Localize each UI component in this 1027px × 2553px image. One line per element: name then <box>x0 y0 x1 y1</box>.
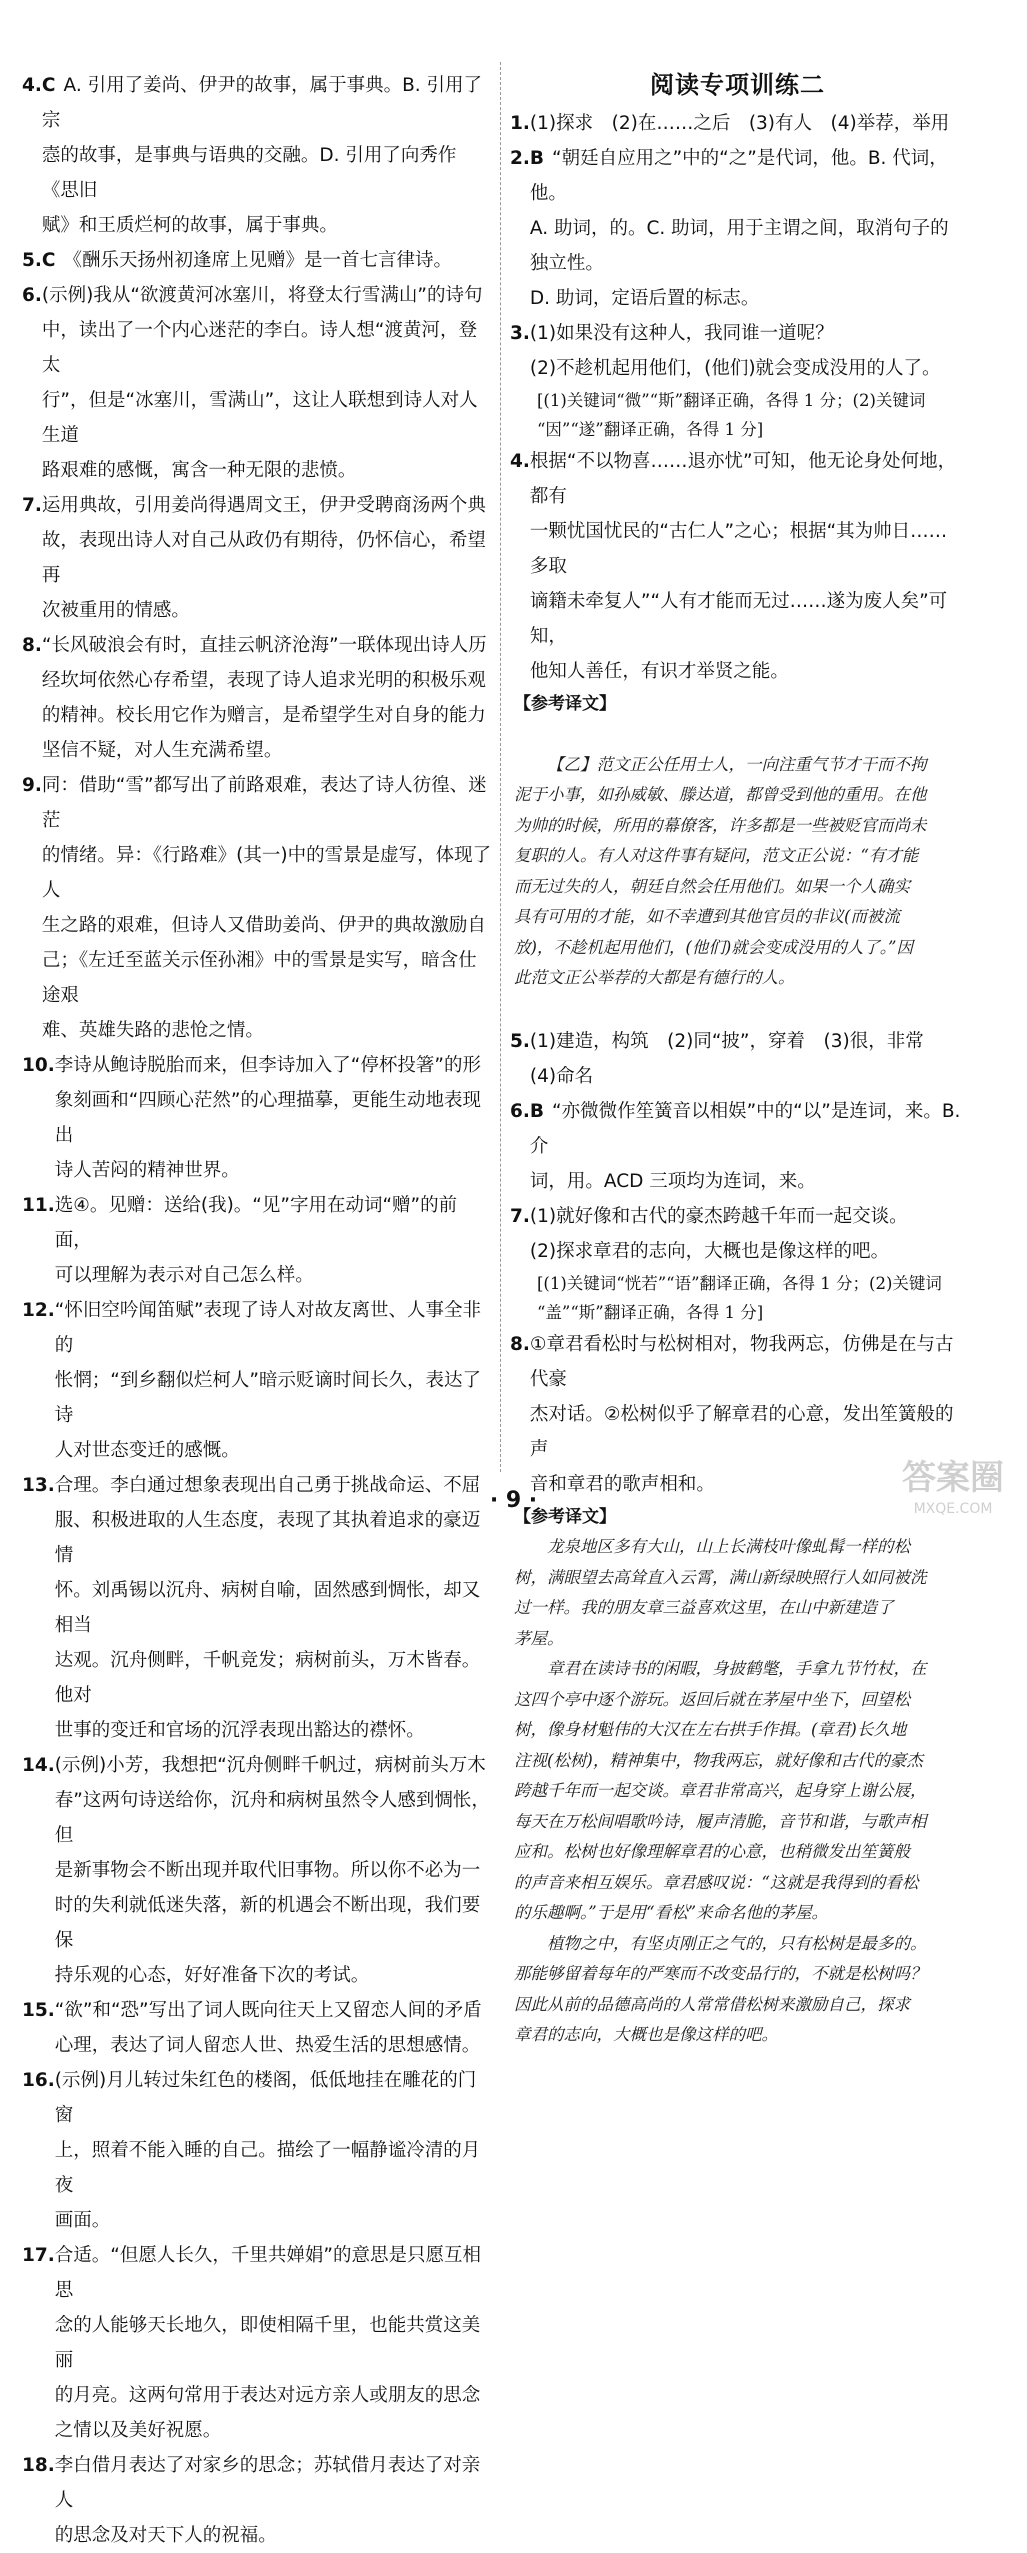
answer-item <box>22 2238 492 2448</box>
answer-item <box>22 278 492 488</box>
answer-text <box>42 768 492 1048</box>
answer-number: 4. <box>22 75 42 96</box>
answer-text <box>42 628 492 768</box>
answer-item <box>510 316 965 386</box>
answer-text <box>42 488 492 628</box>
scoring-note-7: [(1)关键词“恍若”“语”翻译正确，各得 1 分；(2)关键词 “盖”“斯”翻译正确，各得 1 分] <box>537 1274 942 1322</box>
answer-explanation: 合适。“但愿人长久，千里共婵娟”的意思是只愿互相思 念的人能够天长地久，即使相隔千里，也能共赏这美丽 的月亮。这两句常用于表达对远方亲人或朋友的思念 之情以及美好祝愿。 <box>54 2245 481 2441</box>
answer-text <box>42 68 492 243</box>
answer-text <box>55 1293 492 1468</box>
answer-number: 18. <box>22 2455 55 2476</box>
answer-explanation: ①章君看松时与松树相对，物我两忘，仿佛是在与古代豪 杰对话。②松树似乎了解章君的心意，发出笙簧般的声 音和章君的歌声相和。 <box>529 1334 954 1495</box>
answer-number: 10. <box>22 1055 55 1076</box>
answer-text <box>530 141 965 316</box>
answer-number: 13. <box>22 1475 55 1496</box>
answer-item <box>22 1993 492 2063</box>
right-item-4 <box>510 444 965 689</box>
right-items-2 <box>510 1024 965 1269</box>
choice-answer: B <box>529 148 545 169</box>
answer-item <box>22 243 492 278</box>
answer-item <box>22 68 492 243</box>
answer-explanation: 合理。李白通过想象表现出自己勇于挑战命运、不屈 服、积极进取的人生态度，表现了其执着追求的豪迈情 怀。刘禹锡以沉舟、病树自喻，固然感到惆怅，却又相当 达观。沉舟侧畔，千帆竞发；病树前头，万木皆春。他对 世事的变迁和官场的沉浮表现出豁达的襟怀。 <box>54 1475 481 1741</box>
answer-number: 12. <box>22 1300 55 1321</box>
choice-answer: B <box>529 1101 545 1122</box>
translation-paragraph: 章君在读诗书的闲暇，身披鹤氅，手拿九节竹杖，在 这四个亭中逐个游玩。返回后就在茅屋中坐下，回望松 树，像身材魁伟的大汉在左右拱手作揖。(章君)长久地 注视(松树)，精神集中，物我两忘，就好像和古代的豪杰 跨越千年而一起交谈。章君非常高兴，起身穿上谢公屐， 每天在万松间唱歌吟诗，履声清脆，音节和谐，与歌声相 应和。松树也好像理解章君的心意，也稍微发出笙簧般 的声音来相互娱乐。章君感叹说：“这就是我得到的看松 的乐趣啊。”于是用“看松”来命名他的茅屋。 <box>514 1659 927 1922</box>
answer-text <box>55 1993 492 2063</box>
answer-number: 17. <box>22 2245 55 2266</box>
answer-item <box>22 628 492 768</box>
answer-text <box>530 1094 965 1199</box>
answer-number: 15. <box>22 2000 55 2021</box>
answer-item <box>510 106 965 141</box>
answer-item <box>510 141 965 316</box>
answer-number: 7. <box>510 1206 530 1227</box>
answer-number: 8. <box>22 635 42 656</box>
answer-item <box>510 444 965 689</box>
answer-number: 16. <box>22 2070 55 2091</box>
watermark-logo <box>893 1456 1013 1526</box>
answer-item <box>510 1094 965 1199</box>
answer-text <box>530 444 965 689</box>
translation-paragraph: 龙泉地区多有大山，山上长满枝叶像虬髯一样的松 树，满眼望去高耸直入云霄，满山新绿映照行人如同被洗 过一样。我的朋友章三益喜欢这里，在山中新建造了 茅屋。 <box>514 1537 927 1648</box>
answer-text <box>530 106 965 141</box>
answer-number: 8. <box>510 1334 530 1355</box>
answer-text <box>55 1748 492 1993</box>
answer-explanation: “欲”和“恐”写出了词人既向往天上又留恋人间的矛盾 心理，表达了词人留恋人世、热爱生活的思想感情。 <box>54 2000 482 2056</box>
reference-translation-heading: 【参考译文】 <box>514 694 616 714</box>
answer-item <box>510 1024 965 1094</box>
answer-item <box>22 488 492 628</box>
page-number: · 9 · <box>489 1488 538 1513</box>
answer-explanation: (示例)月儿转过朱红色的楼阁，低低地挂在雕花的门窗 上，照着不能入睡的自己。描绘了一幅静谧冷清的月夜 画面。 <box>54 2070 481 2231</box>
answer-number: 9. <box>22 775 42 796</box>
answer-text <box>55 2063 492 2238</box>
column-divider <box>500 62 501 1472</box>
answer-explanation: (1)建造，构筑 (2)同“披”，穿着 (3)很，非常 (4)命名 <box>529 1031 943 1087</box>
answer-text <box>55 1188 492 1293</box>
answer-explanation: “怀旧空吟闻笛赋”表现了诗人对故友离世、人事全非的 怅惘；“到乡翻似烂柯人”暗示贬谪时间长久，表达了诗 人对世态变迁的感慨。 <box>54 1300 481 1461</box>
answer-number: 3. <box>510 323 530 344</box>
answer-explanation: (示例)我从“欲渡黄河冰塞川，将登太行雪满山”的诗句 中，读出了一个内心迷茫的李白。诗人想“渡黄河，登太 行”，但是“冰塞川，雪满山”，这让人联想到诗人对人生道 路艰难的感慨，寓含一种无限的悲愤。 <box>41 285 483 481</box>
answer-text <box>530 316 965 386</box>
choice-answer: C <box>41 75 56 96</box>
answer-item <box>510 1199 965 1269</box>
answer-explanation: A. 引用了姜尚、伊尹的故事，属于事典。B. 引用了宗 悫的故事，是事典与语典的交融。D. 引用了向秀作《思旧 赋》和王质烂柯的故事，属于事典。 <box>41 75 483 236</box>
answer-item <box>22 2448 492 2553</box>
answer-text <box>42 243 492 278</box>
answer-explanation: “长风破浪会有时，直挂云帆济沧海”一联体现出诗人历 经坎坷依然心存希望，表现了诗人追求光明的积极乐观 的精神。校长用它作为赠言，是希望学生对自身的能力 坚信不疑，对人生充满希望。 <box>41 635 487 761</box>
watermark-url: MXQE.COM <box>913 1501 993 1517</box>
answer-item <box>22 1293 492 1468</box>
reference-translation-heading: 【参考译文】 <box>514 1507 616 1527</box>
answer-number: 4. <box>510 451 530 472</box>
reference-translation-2 <box>510 1532 965 2051</box>
answer-explanation: 《酬乐天扬州初逢席上见赠》是一首七言律诗。 <box>63 250 452 271</box>
answer-explanation: 李白借月表达了对家乡的思念；苏轼借月表达了对亲人 的思念及对天下人的祝福。 <box>54 2455 481 2546</box>
answer-number: 5. <box>510 1031 530 1052</box>
answer-item <box>22 1048 492 1188</box>
answer-explanation: (1)就好像和古代的豪杰跨越千年而一起交谈。 (2)探求章君的志向，大概也是像这样的吧。 <box>529 1206 908 1262</box>
translation-paragraph: 【乙】范文正公任用士人，一向注重气节才干而不拘 泥于小事，如孙威敏、滕达道，都曾受到他的重用。在他 为帅的时候，所用的幕僚客，许多都是一些被贬官而尚未 复职的人。有人对这件事有疑问，范文正公说：“有才能 而无过失的人，朝廷自然会任用他们。如果一个人确实 具有可用的才能，如不幸遭到其他官员的非议(而被流 放)，不趁机起用他们，(他们)就会变成没用的人了。”因 此范文正公举荐的大都是有德行的人。 <box>514 754 927 987</box>
answer-explanation: (1)探求 (2)在……之后 (3)有人 (4)举荐，举用 <box>529 113 950 134</box>
answer-number: 1. <box>510 113 530 134</box>
answer-text <box>55 2238 492 2448</box>
answer-explanation: “朝廷自应用之”中的“之”是代词，他。B. 代词，他。 A. 助词，的。C. 助词，用于主谓之间，取消句子的独立性。 D. 助词，定语后置的标志。 <box>529 148 949 309</box>
scoring-note-3: [(1)关键词“微”“斯”翻译正确，各得 1 分；(2)关键词 “因”“遂”翻译正确，各得 1 分] <box>537 391 926 439</box>
choice-answer: C <box>41 250 56 271</box>
answer-item <box>22 2063 492 2238</box>
answer-number: 7. <box>22 495 42 516</box>
answer-number: 2. <box>510 148 530 169</box>
answer-number: 6. <box>510 1101 530 1122</box>
answer-explanation: 选④。见赠：送给(我)。“见”字用在动词“赠”的前面， 可以理解为表示对自己怎么样。 <box>54 1195 458 1286</box>
answer-item <box>22 1748 492 1993</box>
answer-explanation: (1)如果没有这种人，我同谁一道呢？ (2)不趁机起用他们，(他们)就会变成没用的人了。 <box>529 323 941 379</box>
left-column <box>22 68 492 2553</box>
answer-explanation: (示例)小芳，我想把“沉舟侧畔千帆过，病树前头万木 春”这两句诗送给你，沉舟和病树虽然令人感到惆怅，但 是新事物会不断出现并取代旧事物。所以你不必为一 时的失利就低迷失落，新的机遇会不断出现，我们要保 持乐观的心态，好好准备下次的考试。 <box>54 1755 490 1986</box>
answer-text <box>42 278 492 488</box>
answer-number: 11. <box>22 1195 55 1216</box>
right-items-1 <box>510 106 965 386</box>
answer-explanation: 李诗从鲍诗脱胎而来，但李诗加入了“停杯投箸”的形 象刻画和“四顾心茫然”的心理描摹，更能生动地表现出 诗人苦闷的精神世界。 <box>54 1055 481 1181</box>
answer-number: 6. <box>22 285 42 306</box>
section-title: 阅读专项训练二 <box>650 70 825 99</box>
answer-text <box>55 2448 492 2553</box>
watermark-logo-text: 答案圈 <box>902 1458 1004 1498</box>
answer-item <box>22 1188 492 1293</box>
answer-text <box>530 1199 965 1269</box>
answer-item <box>22 768 492 1048</box>
answer-explanation: “亦微微作笙簧音以相娱”中的“以”是连词，来。B. 介 词，用。ACD 三项均为连词，来。 <box>529 1101 961 1192</box>
answer-text <box>55 1048 492 1188</box>
answer-number: 5. <box>22 250 42 271</box>
answer-explanation: 运用典故，引用姜尚得遇周文王，伊尹受聘商汤两个典 故，表现出诗人对自己从政仍有期待，仍怀信心，希望再 次被重用的情感。 <box>41 495 486 621</box>
translation-paragraph: 植物之中，有坚贞刚正之气的，只有松树是最多的。 那能够留着每年的严寒而不改变品行的，不就是松树吗？ 因此从前的品德高尚的人常常借松树来激励自己，探求 章君的志向，大概也是像这样的吧。 <box>514 1933 927 2044</box>
answer-text <box>530 1024 965 1094</box>
answer-number: 14. <box>22 1755 55 1776</box>
answer-explanation: 同：借助“雪”都写出了前路艰难，表达了诗人彷徨、迷茫 的情绪。异：《行路难》(其一)中的雪景是虚写，体现了人 生之路的艰难，但诗人又借助姜尚、伊尹的典故激励自 己；《左迁至蓝关示侄孙湘》中的雪景是实写，暗含仕途艰 难、英雄失路的悲怆之情。 <box>41 775 492 1041</box>
answer-explanation: 根据“不以物喜……退亦忧”可知，他无论身处何地，都有 一颗忧国忧民的“古仁人”之心；根据“其为帅日……多取 谪籍未牵复人”“人有才能而无过……遂为废人矣”可知， 他知人善任，有识才举贤之能。 <box>529 451 957 682</box>
right-column <box>510 68 965 2051</box>
reference-translation-1 <box>510 719 965 1024</box>
